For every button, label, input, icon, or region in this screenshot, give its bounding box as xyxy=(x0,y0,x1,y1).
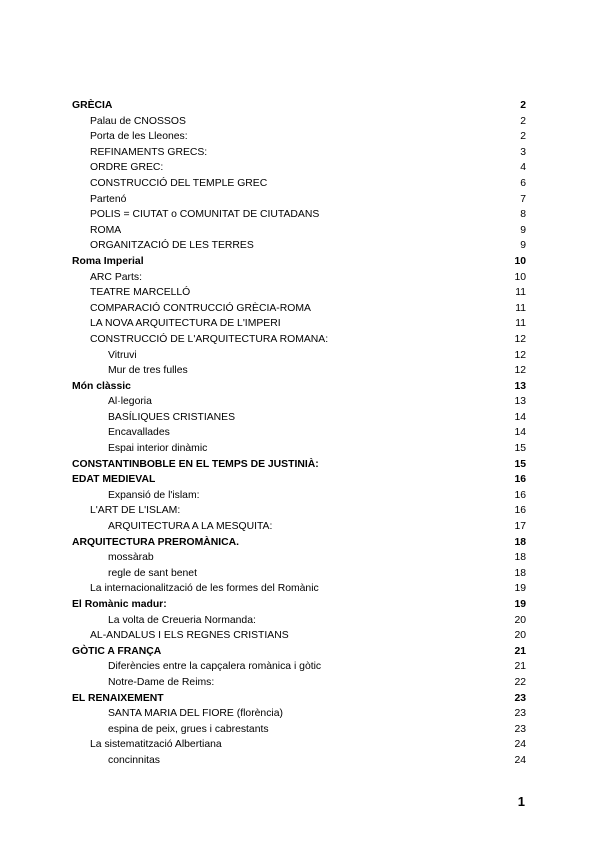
toc-entry[interactable] xyxy=(72,566,526,582)
toc-entry[interactable] xyxy=(72,628,526,644)
toc-entry-page: 3 xyxy=(520,146,526,158)
toc-entry-title: El Romànic madur: xyxy=(72,599,167,610)
toc-entry-title: POLIS = CIUTAT o COMUNITAT DE CIUTADANS xyxy=(90,209,320,221)
toc-entry-page: 2 xyxy=(520,115,526,127)
toc-entry[interactable] xyxy=(72,98,526,114)
page-number: 1 xyxy=(517,794,525,809)
toc-entry-title: Palau de CNOSSOS xyxy=(90,115,186,127)
toc-entry[interactable] xyxy=(72,145,526,161)
toc-entry[interactable] xyxy=(72,410,526,426)
toc-entry[interactable] xyxy=(72,207,526,223)
toc-entry-page: 16 xyxy=(514,474,526,486)
toc-entry-title: Partenó xyxy=(90,193,127,205)
toc-entry-page: 10 xyxy=(514,271,526,283)
toc-entry-page: 9 xyxy=(520,240,526,252)
toc-entry-title: GRÈCIA xyxy=(72,100,113,111)
toc-entry-title: Espai interior dinàmic xyxy=(108,443,208,455)
toc-entry-page: 4 xyxy=(520,162,526,174)
toc-entry[interactable] xyxy=(72,737,526,753)
toc-entry[interactable] xyxy=(72,114,526,130)
toc-entry-page: 20 xyxy=(514,614,526,626)
toc-entry[interactable] xyxy=(72,285,526,301)
toc-entry[interactable] xyxy=(72,379,526,395)
toc-entry-page: 10 xyxy=(514,255,526,267)
toc-entry-page: 22 xyxy=(514,676,526,688)
toc-entry[interactable] xyxy=(72,394,526,410)
toc-entry[interactable] xyxy=(72,332,526,348)
toc-entry-page: 18 xyxy=(514,567,526,579)
toc-entry[interactable] xyxy=(72,472,526,488)
toc-entry-page: 19 xyxy=(514,583,526,595)
toc-entry-page: 15 xyxy=(514,443,526,455)
toc-entry-page: 13 xyxy=(514,380,526,392)
toc-entry-title: ARQUITECTURA PREROMÀNICA. xyxy=(72,536,240,548)
toc-entry[interactable] xyxy=(72,503,526,519)
toc-entry-page: 11 xyxy=(515,318,526,330)
toc-entry-page: 17 xyxy=(514,521,526,533)
toc-entry-page: 18 xyxy=(514,536,526,548)
toc-entry[interactable] xyxy=(72,581,526,597)
toc-entry-title: Notre-Dame de Reims: xyxy=(108,676,215,688)
toc-entry[interactable] xyxy=(72,691,526,707)
toc-entry[interactable] xyxy=(72,441,526,457)
toc-entry[interactable] xyxy=(72,753,526,769)
toc-entry-page: 15 xyxy=(514,458,526,470)
toc-entry[interactable] xyxy=(72,363,526,379)
toc-entry-title: Mur de tres fulles xyxy=(108,365,188,377)
toc-entry[interactable] xyxy=(72,254,526,270)
toc-entry-title: SANTA MARIA DEL FIORE (florència) xyxy=(108,708,283,720)
toc-entry[interactable] xyxy=(72,223,526,239)
toc-entry-title: Diferències entre la capçalera romànica i gòtic xyxy=(108,661,322,673)
toc-entry-page: 18 xyxy=(514,552,526,564)
toc-entry-page: 21 xyxy=(514,645,526,657)
toc-entry-title: ARC Parts: xyxy=(90,271,142,283)
toc-entry-page: 24 xyxy=(514,754,526,766)
toc-entry[interactable] xyxy=(72,238,526,254)
toc-entry[interactable] xyxy=(72,301,526,317)
toc-entry-title: regle de sant benet xyxy=(108,567,197,579)
toc-entry[interactable] xyxy=(72,316,526,332)
toc-entry[interactable] xyxy=(72,675,526,691)
toc-entry-page: 11 xyxy=(515,287,526,299)
toc-entry[interactable] xyxy=(72,659,526,675)
toc-entry-title: Expansió de l'islam: xyxy=(108,489,200,501)
toc-entry-title: mossàrab xyxy=(108,552,154,564)
toc-entry[interactable] xyxy=(72,722,526,738)
toc-entry-title: La internacionalització de les formes del Romànic xyxy=(90,583,319,595)
toc-entry[interactable] xyxy=(72,129,526,145)
toc-entry-title: AL-ANDALUS I ELS REGNES CRISTIANS xyxy=(90,630,289,642)
toc-entry-page: 14 xyxy=(514,411,526,423)
toc-entry[interactable] xyxy=(72,192,526,208)
toc-entry-title: EDAT MEDIEVAL xyxy=(72,474,156,486)
toc-entry-page: 12 xyxy=(514,365,526,377)
toc-entry-title: espina de peix, grues i cabrestants xyxy=(108,723,269,735)
toc-entry-title: Al·legoria xyxy=(108,396,152,408)
toc-entry-page: 20 xyxy=(514,630,526,642)
toc-entry-page: 14 xyxy=(514,427,526,439)
toc-entry-page: 23 xyxy=(514,723,526,735)
toc-entry[interactable] xyxy=(72,348,526,364)
toc-entry-title: Roma Imperial xyxy=(72,255,144,267)
table-of-contents xyxy=(72,98,526,769)
toc-entry-title: CONSTANTINBOBLE EN EL TEMPS DE JUSTINIÀ: xyxy=(72,458,319,470)
toc-entry-title: ORDRE GREC: xyxy=(90,162,164,174)
toc-entry-page: 7 xyxy=(520,193,526,205)
toc-entry-page: 19 xyxy=(514,599,526,610)
toc-entry-title: TEATRE MARCELLÓ xyxy=(90,287,191,299)
toc-entry[interactable] xyxy=(72,270,526,286)
toc-entry-title: EL RENAIXEMENT xyxy=(72,692,164,704)
toc-entry-page: 9 xyxy=(520,224,526,236)
toc-entry-title: ARQUITECTURA A LA MESQUITA: xyxy=(108,521,273,533)
toc-entry[interactable] xyxy=(72,425,526,441)
toc-entry-page: 2 xyxy=(520,100,526,111)
toc-entry-page: 12 xyxy=(514,333,526,345)
toc-entry-page: 12 xyxy=(514,349,526,361)
toc-entry[interactable] xyxy=(72,488,526,504)
toc-entry-page: 8 xyxy=(520,209,526,221)
toc-entry-page: 23 xyxy=(514,708,526,720)
toc-entry-title: L'ART DE L'ISLAM: xyxy=(90,505,181,517)
toc-entry[interactable] xyxy=(72,597,526,613)
toc-entry[interactable] xyxy=(72,550,526,566)
toc-entry[interactable] xyxy=(72,519,526,535)
toc-entry-title: Porta de les Lleones: xyxy=(90,131,188,143)
toc-entry-title: LA NOVA ARQUITECTURA DE L'IMPERI xyxy=(90,318,281,330)
toc-entry[interactable] xyxy=(72,160,526,176)
toc-entry-title: Món clàssic xyxy=(72,380,131,392)
toc-entry-title: REFINAMENTS GRECS: xyxy=(90,146,208,158)
toc-entry-page: 24 xyxy=(514,739,526,751)
toc-entry-title: La sistematització Albertiana xyxy=(90,739,222,751)
toc-entry[interactable] xyxy=(72,613,526,629)
toc-entry-page: 11 xyxy=(515,302,526,314)
toc-entry-page: 13 xyxy=(514,396,526,408)
toc-entry-page: 21 xyxy=(514,661,526,673)
toc-entry[interactable] xyxy=(72,644,526,660)
toc-entry-page: 16 xyxy=(514,505,526,517)
toc-entry[interactable] xyxy=(72,457,526,473)
toc-entry[interactable] xyxy=(72,706,526,722)
toc-entry-page: 6 xyxy=(520,177,526,189)
toc-entry-title: concinnitas xyxy=(108,754,160,766)
toc-entry-title: BASÍLIQUES CRISTIANES xyxy=(108,411,236,423)
toc-entry[interactable] xyxy=(72,176,526,192)
toc-entry-title: Vitruvi xyxy=(108,349,137,361)
toc-entry-page: 16 xyxy=(514,489,526,501)
toc-entry-page: 2 xyxy=(520,131,526,143)
toc-entry-title: CONSTRUCCIÓ DEL TEMPLE GREC xyxy=(90,177,268,189)
toc-entry-title: COMPARACIÓ CONTRUCCIÓ GRÈCIA-ROMA xyxy=(90,302,311,314)
toc-entry-page: 23 xyxy=(514,692,526,704)
toc-entry-title: ROMA xyxy=(90,224,122,236)
toc-entry-title: ORGANITZACIÓ DE LES TERRES xyxy=(90,240,254,252)
toc-entry-title: CONSTRUCCIÓ DE L'ARQUITECTURA ROMANA: xyxy=(90,333,329,345)
toc-entry[interactable] xyxy=(72,535,526,551)
toc-entry-title: GÒTIC A FRANÇA xyxy=(72,645,162,657)
toc-entry-title: Encavallades xyxy=(108,427,170,439)
toc-entry-title: La volta de Creueria Normanda: xyxy=(108,614,256,626)
